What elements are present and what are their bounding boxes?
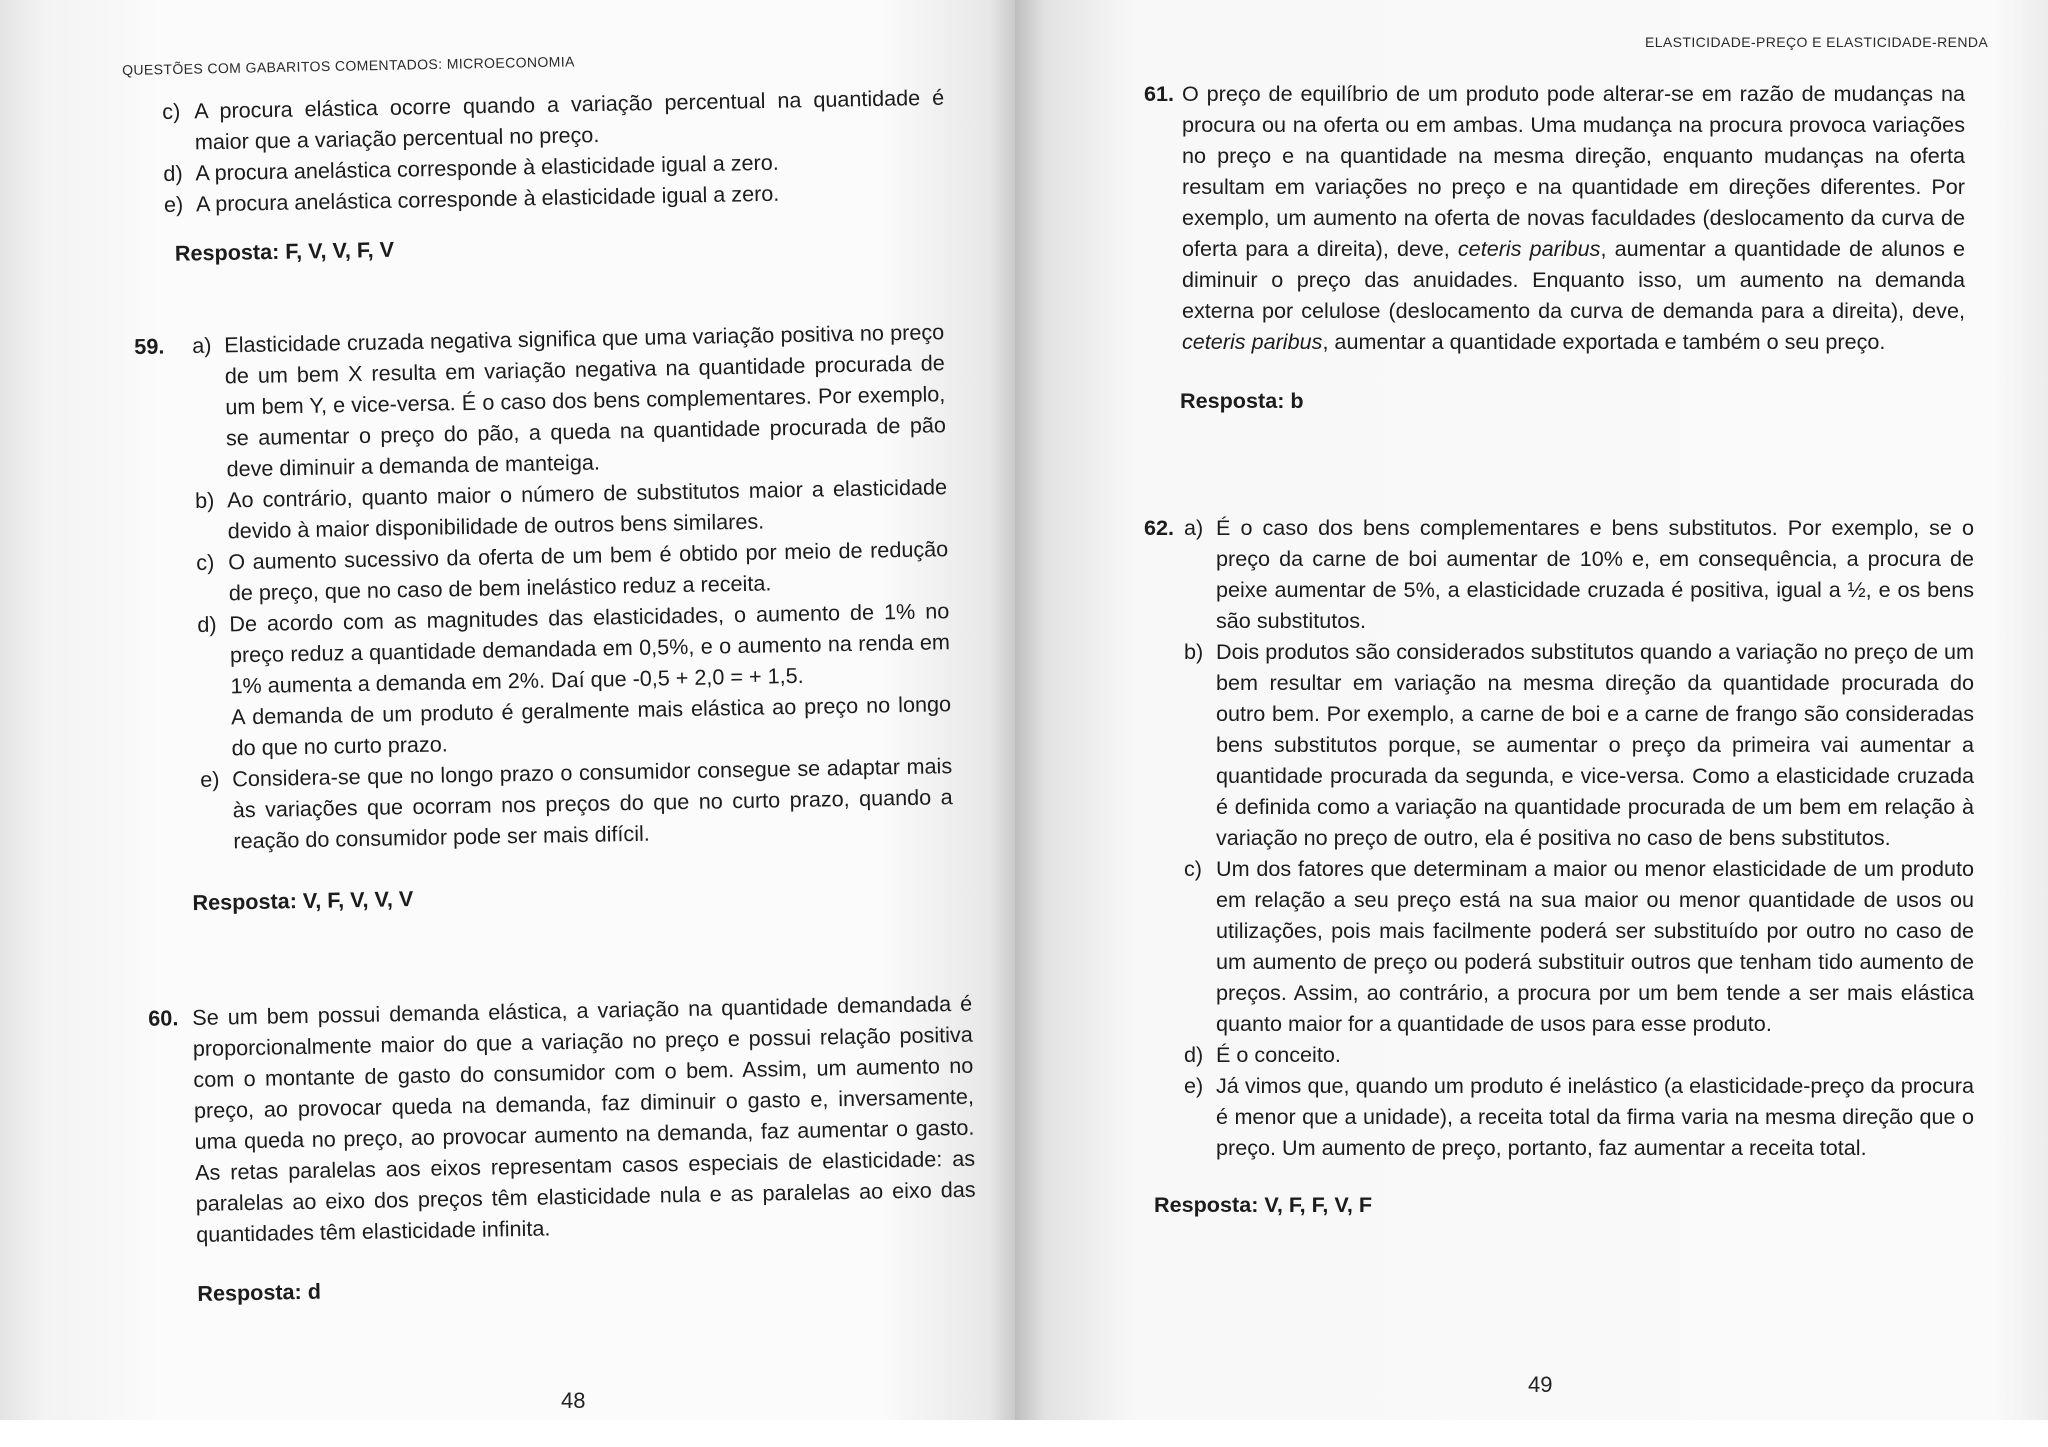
question-62 <box>1144 512 1974 1220</box>
q61-italic-term: ceteris paribus <box>1182 329 1323 354</box>
item-letter: d) <box>197 611 217 637</box>
q62-item-d <box>1184 1039 1974 1070</box>
q62-item-c <box>1184 853 1974 1039</box>
question-number: 62. <box>1144 515 1175 540</box>
item-text: O aumento sucessivo da oferta de um bem é obtido por meio de redução de preço, que no caso de bem inelástico reduz a receita. <box>228 536 949 606</box>
q59-item-e <box>200 750 954 857</box>
running-head-left: QUESTÕES COM GABARITOS COMENTADOS: MICROECONOMIA <box>122 53 575 78</box>
q59-item-a <box>192 316 947 485</box>
question-61 <box>1144 78 1966 416</box>
question-60 <box>148 988 977 1309</box>
item-text: É o conceito. <box>1216 1042 1341 1067</box>
item-letter: e) <box>200 766 220 792</box>
item-text: Dois produtos são considerados substitutos quando a variação no preço de um bem resultar em variação na mesma direção da quantidade procurada do outro bem. Por exemplo, a carne de boi e a carne de frango são consideradas bens substitutos porque, se aumentar o preço da primeira vai aumentar a quantidade procurada da segunda, e vice-versa. Como a elasticidade cruzada é definida como a variação na quantidade procurada de um bem em relação à variação no preço de outro, ela é positiva no caso de bens substitutos. <box>1216 639 1974 850</box>
question-number: 59. <box>134 333 165 360</box>
item-text: É o caso dos bens complementares e bens substitutos. Por exemplo, se o preço da carne de boi aumentar de 10% e, em consequência, a procura de peixe aumentar de 5%, a elasticidade cruzada é positiva, igual a ½, e os bens são substitutos. <box>1216 515 1974 633</box>
item-letter: d) <box>1184 1042 1204 1067</box>
q61-text-part: O preço de equilíbrio de um produto pode alterar-se em razão de mudanças na procura ou na oferta ou em ambas. Uma mudança na procura provoca variações no preço e na quantidade na mesma direção, enquanto mudanças na oferta resultam em variações no preço e na quantidade em direções diferentes. Por exemplo, um aumento na oferta de novas faculdades (deslocamento da curva de oferta para a direita), deve, <box>1182 81 1965 261</box>
q62-answer: Resposta: V, F, F, V, F <box>1154 1192 1373 1217</box>
q61-text <box>1182 78 1965 357</box>
scan-bottom-margin <box>0 1420 2048 1447</box>
item-letter: e) <box>163 191 184 217</box>
q60-answer: Resposta: d <box>197 1278 322 1306</box>
q61-text-part: , aumentar a quantidade exportada e também o seu preço. <box>1322 329 1886 354</box>
item-letter: c) <box>162 98 181 124</box>
q61-italic-term: ceteris paribus <box>1457 236 1601 261</box>
item-letter: c) <box>196 549 215 575</box>
running-head-right: ELASTICIDADE-PREÇO E ELASTICIDADE-RENDA <box>1645 34 1989 50</box>
q58-continuation <box>162 82 947 269</box>
q61-text-part: , aumentar a quantidade de alunos e diminuir o preço das anuidades. Enquanto isso, um aumento na demanda externa por celulose (deslocamento da curva de demanda para a direita), deve, <box>1182 236 1966 323</box>
item-text: De acordo com as magnitudes das elasticidades, o aumento de 1% no preço reduz a quantidade demandada em 0,5%, e o aumento na renda em 1% aumenta a demanda em 2%. Daí que -0,5 + 2,0 = + 1,5. <box>229 598 951 699</box>
item-letter: d) <box>163 160 183 186</box>
q62-item-e <box>1184 1070 1974 1163</box>
item-text: A procura elástica ocorre quando a variação percentual na quantidade é maior que a variação percentual no preço. <box>194 84 945 155</box>
item-letter: b) <box>1184 639 1204 664</box>
right-page <box>1015 0 2048 1447</box>
q60-text: Se um bem possui demanda elástica, a variação na quantidade demandada é proporcionalmente maior do que a variação no preço e possui relação positiva com o montante de gasto do consumidor com o bem. Assim, um aumento no preço, ao provocar queda na demanda, faz diminuir o gasto e, inversamente, uma queda no preço, ao provocar aumento na demanda, faz aumentar o gasto. As retas paralelas aos eixos representam casos especiais de elasticidade: as paralelas ao eixo dos preços têm elasticidade nula e as paralelas ao eixo das quantidades têm elasticidade infinita. <box>192 990 976 1247</box>
q59-answer: Resposta: V, F, V, V, V <box>192 886 414 916</box>
item-text: Já vimos que, quando um produto é inelástico (a elasticidade-preço da procura é menor que a unidade), a receita total da firma varia na mesma direção que o preço. Um aumento de preço, portanto, faz aumentar a receita total. <box>1216 1073 1974 1160</box>
q58-answer: Resposta: F, V, V, F, V <box>174 236 395 266</box>
item-extra-text: A demanda de um produto é geralmente mais elástica ao preço no longo do que no curto prazo. <box>230 691 952 761</box>
question-59 <box>134 316 955 918</box>
page-number-right: 49 <box>1528 1372 1553 1397</box>
item-text: Considera-se que no longo prazo o consumidor consegue se adaptar mais às variações que ocorram nos preços do que no curto prazo, quando a reação do consumidor pode ser mais difícil. <box>232 753 953 854</box>
item-text: Um dos fatores que determinam a maior ou menor elasticidade de um produto em relação a seu preço está na sua maior ou menor quantidade de usos ou utilizações, pois mais facilmente poderá ser substituído por outro no caso de um aumento de preço ou poderá substituir outros que tenham tido aumento de preços. Assim, ao contrário, a procura por um bem tende a ser mais elástica quanto maior for a quantidade de usos para esse produto. <box>1216 856 1974 1036</box>
item-text: A procura anelástica corresponde à elasticidade igual a zero. <box>195 149 779 186</box>
item-text: A procura anelástica corresponde à elasticidade igual a zero. <box>195 180 780 217</box>
item-letter: a) <box>192 332 212 358</box>
q59-item-d <box>197 595 952 764</box>
item-letter: e) <box>1184 1073 1204 1098</box>
q62-item-b <box>1184 636 1974 853</box>
left-page <box>0 0 1015 1447</box>
item-text: Ao contrário, quanto maior o número de substitutos maior a elasticidade devido à maior disponibilidade de outros bens similares. <box>226 474 948 544</box>
page-number-left: 48 <box>561 1388 586 1413</box>
q61-answer: Resposta: b <box>1180 388 1304 413</box>
item-letter: a) <box>1184 515 1204 540</box>
question-number: 61. <box>1144 81 1175 106</box>
item-letter: c) <box>1184 856 1202 881</box>
question-number: 60. <box>148 1005 179 1031</box>
item-text: Elasticidade cruzada negativa significa que uma variação positiva no preço de um bem X resulta em variação negativa na quantidade procurada de um bem Y, e vice-versa. É o caso dos bens complementares. Por exemplo, se aumentar o preço do pão, a queda na quantidade procurada de pão deve diminuir a demanda de manteiga. <box>224 319 947 482</box>
q62-item-a <box>1184 512 1974 636</box>
item-letter: b) <box>194 487 215 513</box>
